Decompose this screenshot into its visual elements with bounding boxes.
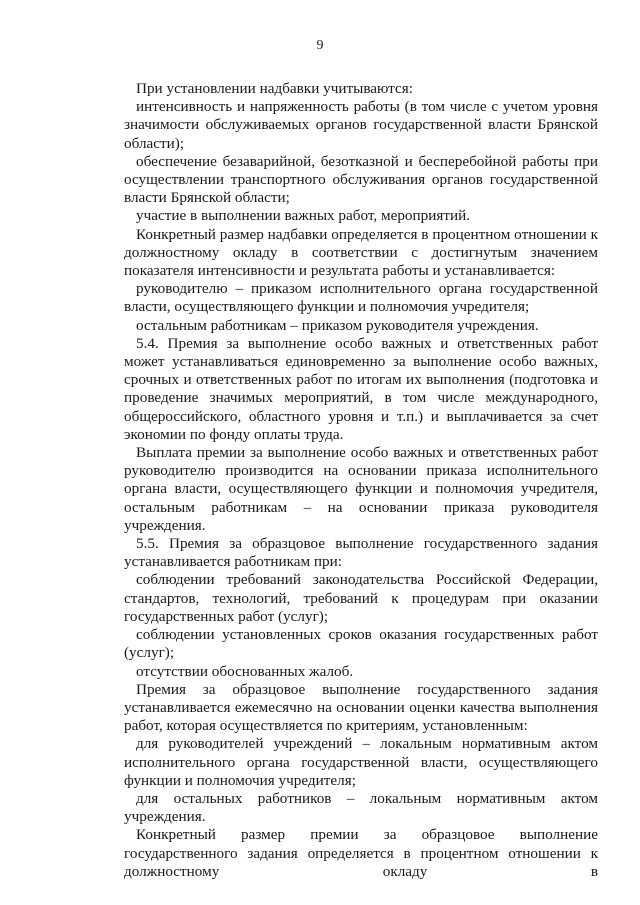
paragraph: Выплата премии за выполнение особо важных и ответственных работ руководителю производится на основании приказа исполнительного органа власти, осуществляющего функции и полномочия учредителя, остальным работникам – на основании приказа руководителя учреждения.	[124, 444, 598, 534]
paragraph: 5.4. Премия за выполнение особо важных и ответственных работ может устанавливаться единовременно за выполнение особо важных, срочных и ответственных работ по итогам их выполнения (подготовка и проведение значимых мероприятий, в том числе международного, общероссийского, областного уровня и т.п.) и выплачивается за счет экономии по фонду оплаты труда.	[124, 334, 598, 443]
paragraph: соблюдении требований законодательства Российской Федерации, стандартов, технологий, требований к процедурам при оказании государственных работ (услуг);	[124, 571, 598, 625]
paragraph: для остальных работников – локальным нормативным актом учреждения.	[124, 789, 598, 826]
paragraph: соблюдении установленных сроков оказания государственных работ (услуг);	[124, 626, 598, 662]
paragraph: Конкретный размер надбавки определяется в процентном отношении к должностному окладу в соответствии с достигнутым значением показателя интенсивности и результата работы и устанавливается:	[124, 225, 598, 280]
paragraph: отсутствии обоснованных жалоб.	[136, 662, 354, 680]
paragraph: обеспечение безаварийной, безотказной и бесперебойной работы при осуществлении транспортного обслуживания органов государственной власти Брянской области;	[124, 152, 598, 207]
document-body	[124, 80, 598, 881]
paragraph: интенсивность и напряженность работы (в том числе с учетом уровня значимости обслуживаемых органов государственной власти Брянской области);	[124, 98, 598, 152]
paragraph: Конкретный размер премии за образцовое выполнение государственного задания определяется в процентном отношении к должностному окладу в	[124, 826, 598, 880]
paragraph: руководителю – приказом исполнительного органа государственной власти, осуществляющего функции и полномочия учредителя;	[124, 280, 598, 316]
paragraph: участие в выполнении важных работ, мероприятий.	[136, 207, 471, 225]
paragraph: остальным работникам – приказом руководителя учреждения.	[136, 316, 539, 334]
paragraph: Премия за образцовое выполнение государственного задания устанавливается ежемесячно на основании оценки качества выполнения работ, которая осуществляется по критериям, установленным:	[124, 680, 598, 735]
page-number: 9	[316, 38, 324, 53]
paragraph: для руководителей учреждений – локальным нормативным актом исполнительного органа государственной власти, осуществляющего функции и полномочия учредителя;	[124, 735, 598, 789]
paragraph: 5.5. Премия за образцовое выполнение государственного задания устанавливается работникам при:	[124, 535, 598, 571]
paragraph: При установлении надбавки учитываются:	[136, 80, 413, 97]
